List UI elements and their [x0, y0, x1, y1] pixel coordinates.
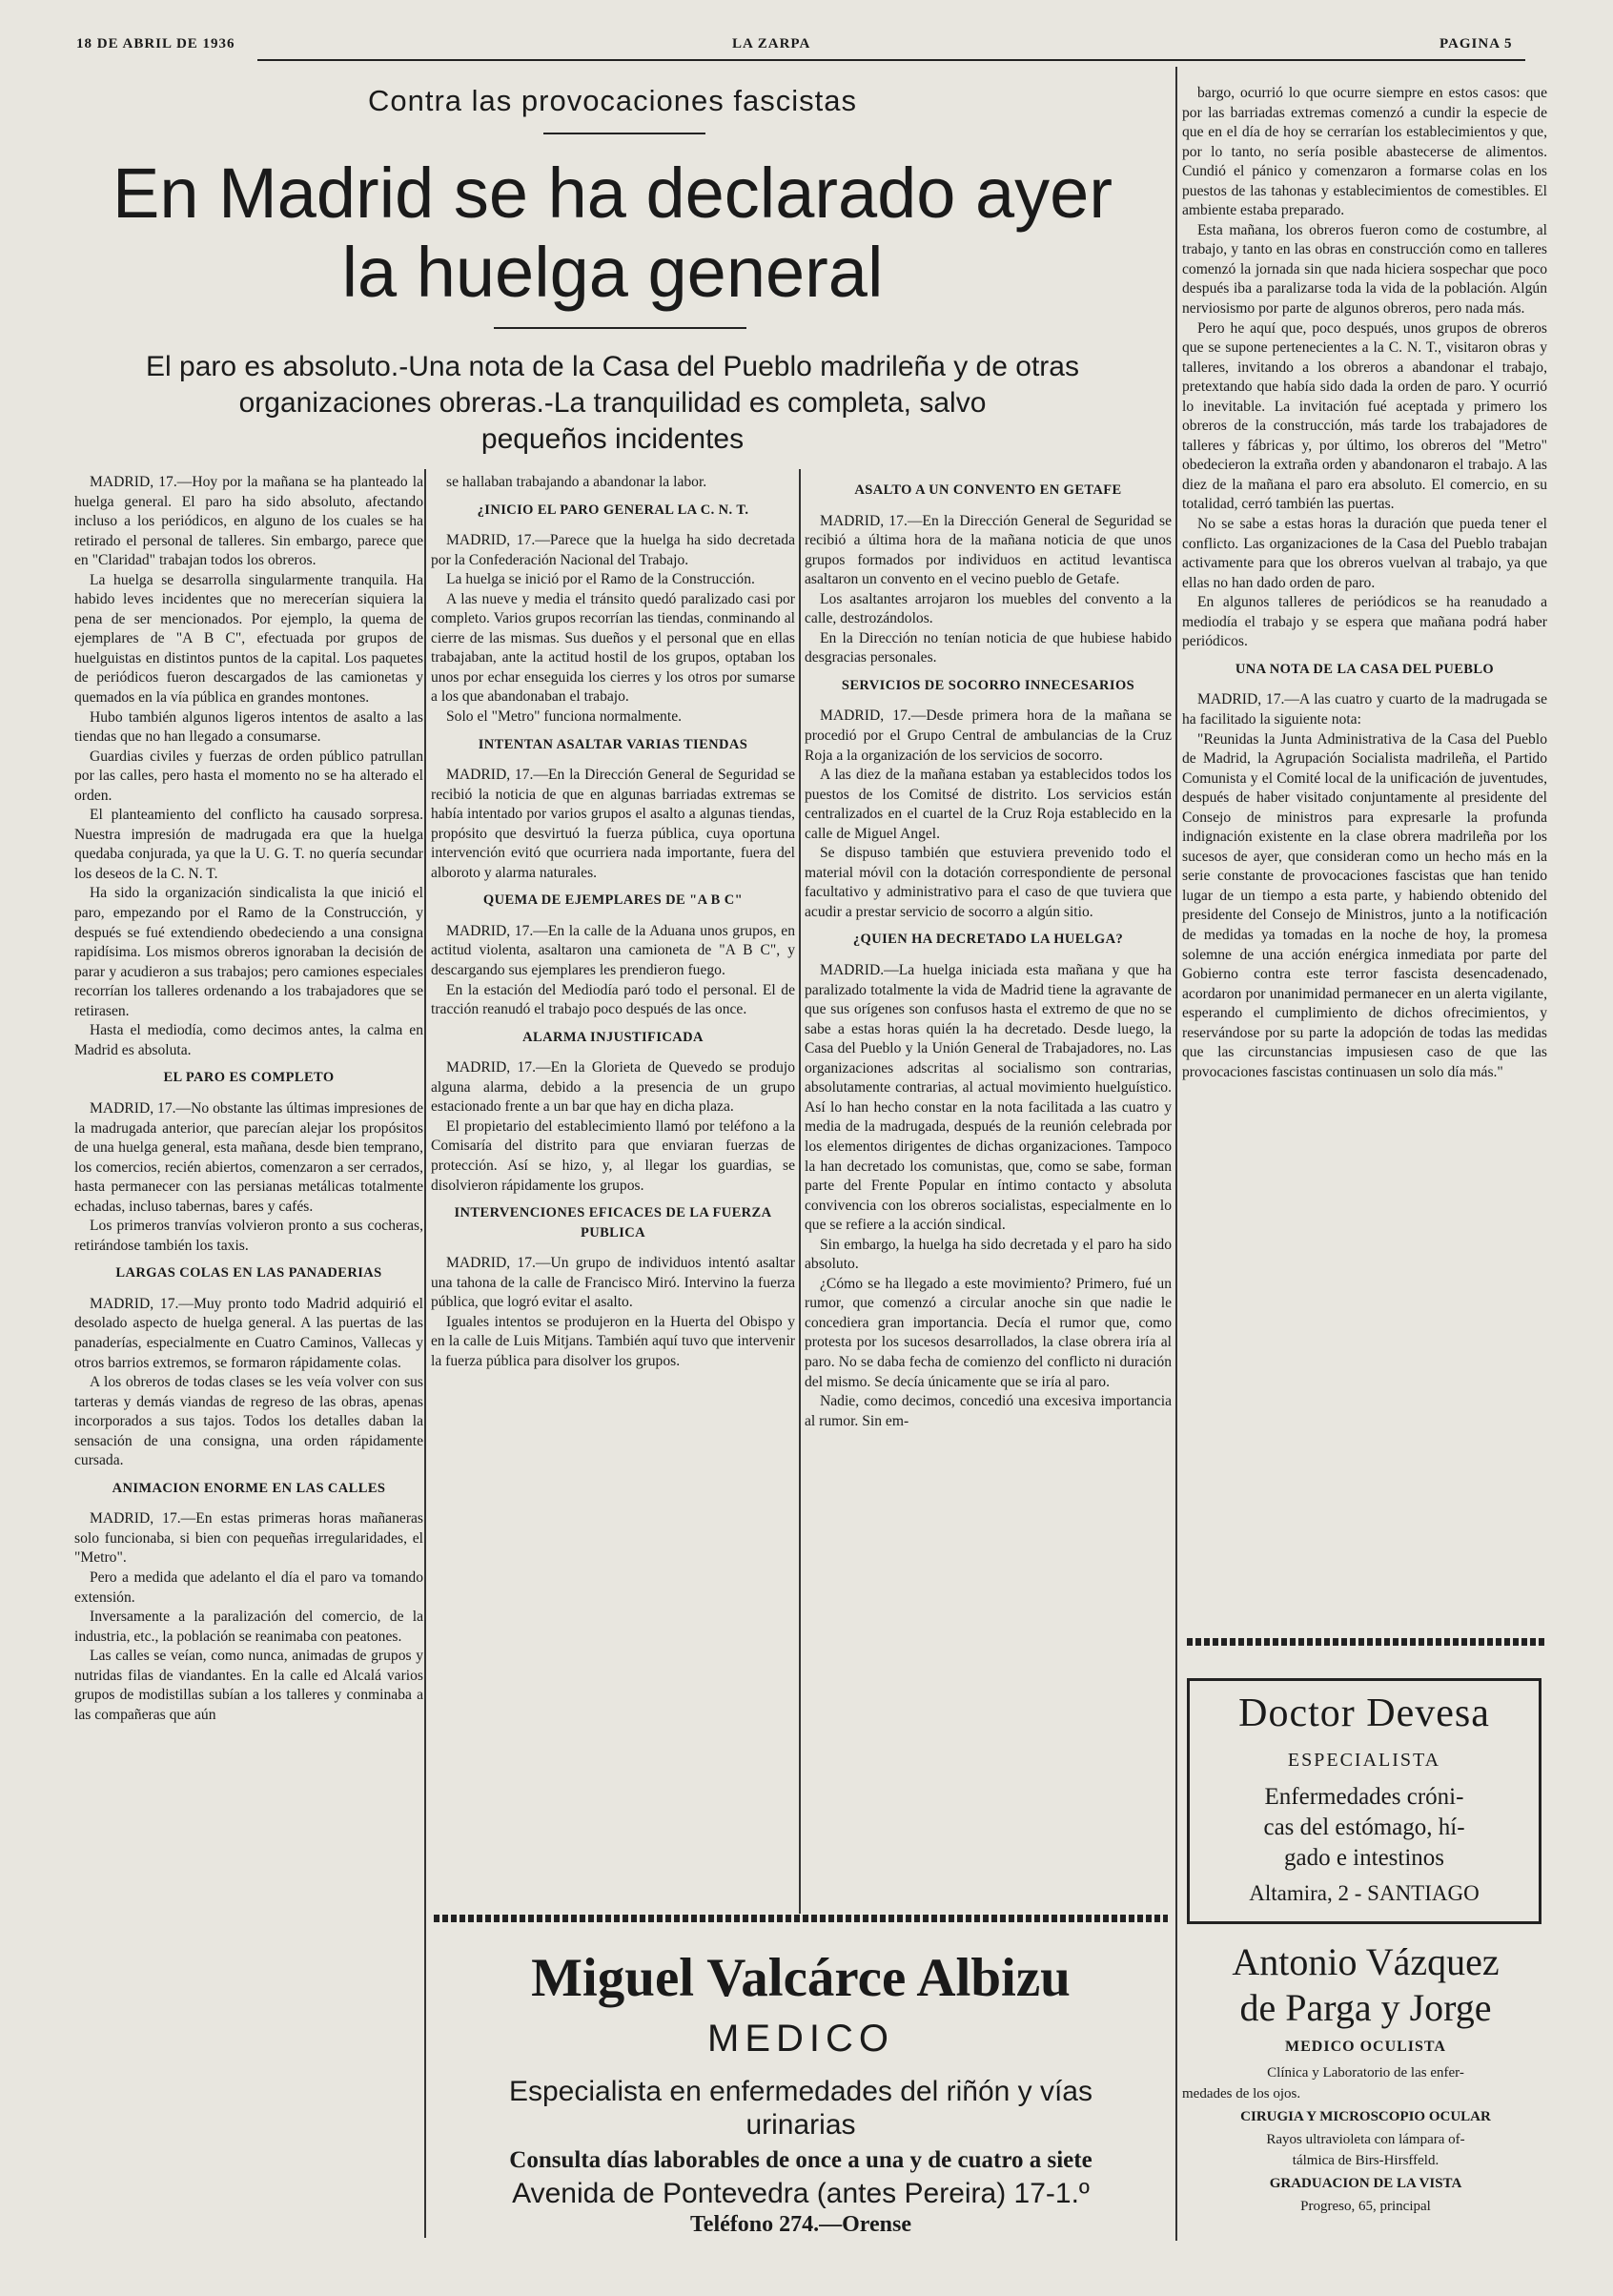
column-3	[805, 473, 1172, 1897]
ad-valcarce-name: Miguel Valcárce Albizu	[531, 1948, 1071, 2008]
article-paragraph: Los asaltantes arrojaron los muebles del convento a la calle, destrozándolos.	[805, 590, 1172, 627]
ad-devesa-name: Doctor Devesa	[1238, 1691, 1490, 1735]
article-paragraph: El propietario del establecimiento llamó por teléfono a la Comisaría del distrito para que enviaran fuerzas de protección. Así se hizo, y, al llegar los guardias, se disolvieron rápidamente los grupos.	[431, 1117, 795, 1194]
article-paragraph: Se dispuso también que estuviera prevenido todo el material móvil con la dotación correspondiente de personal facultativo y administrativo para el caso de que tuviera que acudir a prestar servicio de socorro a algún sitio.	[805, 845, 1172, 920]
article-paragraph: bargo, ocurrió lo que ocurre siempre en estos casos: que por las barriadas extremas comenzó a cundir la especie de que en el día de hoy se cerrarían los establecimientos y que, por lo tanto, no sería posible abastecerse de alimentos. Cundió el pánico y comenzaron a formarse colas en los puestos de las tahonas y establecimientos de comestibles. El ambiente estaba preparado.	[1182, 85, 1547, 219]
ad-vazquez-line7: Progreso, 65, principal	[1300, 2199, 1431, 2214]
article-paragraph: MADRID, 17.—En la Glorieta de Quevedo se produjo alguna alarma, debido a la presencia de un grupo estacionado frente a un bar que hay en dicha plaza.	[431, 1059, 795, 1116]
subhead-line3: pequeños incidentes	[480, 423, 745, 455]
header-page: PAGINA 5	[1439, 36, 1513, 51]
article-paragraph: se hallaban trabajando a abandonar la labor.	[446, 474, 707, 490]
article-paragraph: MADRID, 17.—En estas primeras horas mañaneras solo funcionaba, si bien con pequeñas irregularidades, el "Metro".	[74, 1510, 423, 1567]
ad-devesa-line1: Enfermedades cróni-	[1264, 1784, 1464, 1810]
article-paragraph: Las calles se veían, como nunca, animadas de grupos y nutridas filas de viandantes. En la calle ed Alcalá varios grupos de modistillas subían a los talleres y conminaba a las compañeras que aún	[74, 1648, 423, 1723]
column-rule-3	[1175, 67, 1177, 2241]
article-paragraph: Iguales intentos se produjeron en la Huerta del Obispo y en la calle de Luis Mitjans. También aquí tuvo que intervenir la fuerza pública para disolver los grupos.	[431, 1313, 795, 1369]
article-paragraph: MADRID, 17.—En la Dirección General de Seguridad se recibió la noticia de que en algunas barriadas extremas se había intentado por varios grupos el asalto a algunas tiendas, propósito que desvirtuó la fuerza pública, cuya oportuna intervención evitó que ocurriera nada importante, fuera del alboroto y alarma naturales.	[431, 767, 795, 881]
section-heading: LARGAS COLAS EN LAS PANADERIAS	[115, 1265, 382, 1281]
article-paragraph: MADRID, 17.—En la Dirección General de Seguridad se recibió a última hora de la mañana noticia de que unos grupos formados por individuos en actitud levantisca asaltaron un convento en el vecino pueblo de Getafe.	[805, 512, 1172, 588]
article-paragraph: La huelga se inició por el Ramo de la Construcción.	[446, 571, 755, 588]
article-paragraph: MADRID, 17.—A las cuatro y cuarto de la madrugada se ha facilitado la siguiente nota:	[1182, 691, 1547, 728]
ad-devesa-title: ESPECIALISTA	[1287, 1750, 1441, 1771]
ad-vazquez-line5: tálmica de Birs-Hirsffeld.	[1292, 2153, 1439, 2168]
ad-devesa-line4: Altamira, 2 - SANTIAGO	[1249, 1881, 1480, 1905]
article-paragraph: Pero a medida que adelanto el día el paro va tomando extensión.	[74, 1568, 423, 1606]
header-date: 18 DE ABRIL DE 1936	[76, 36, 235, 51]
ad-valcarce	[429, 1928, 1173, 2238]
column-rule-1	[424, 469, 426, 2238]
article-paragraph: MADRID, 17.—En la calle de la Aduana unos grupos, en actitud violenta, asaltaron una camioneta de "A B C", y descargando sus ejemplares les prendieron fuego.	[431, 922, 795, 979]
column-2	[431, 473, 795, 1897]
article-paragraph: ¿Cómo se ha llegado a este movimiento? Primero, fué un rumor, que comenzó a circular anoche sin que nadie le concediera gran importancia. Decía el rumor que, como protesta por los sucesos desarrollados, la clase obrera iría al paro. No se daba fecha de comienzo del conflicto ni duración del mismo. Se decía únicamente que se iría al paro.	[805, 1275, 1172, 1390]
section-heading: SERVICIOS DE SOCORRO INNECESARIOS	[841, 677, 1135, 693]
article-paragraph: Pero he aquí que, poco después, unos grupos de obreros que se supone pertenecientes a la C. N. T., visitaron obras y talleres, invitando a los obreros a abandonar el trabajo, pretextando que había sido dada la orden de paro. Y ocurrió lo inevitable. La invitación fué aceptada y primero los obreros de la construcción, más tarde los trabajadores de talleres y fábricas y, por último, los obreros del "Metro" obedecieron la extraña orden y abandonaron el trabajo. A las diez de la mañana el paro era absoluto. El comercio, en su totalidad, cerró también las puertas.	[1182, 319, 1547, 513]
article-paragraph: A los obreros de todas clases se les veía volver con sus tarteras y demás viandas de regreso de las obras, apenas incorporados a sus tajos. Todos los detalles daban la sensación de una consigna, una orden rápidamente cursada.	[74, 1374, 423, 1469]
ad-valcarce-title: MEDICO	[707, 2018, 894, 2060]
article-paragraph: Los primeros tranvías volvieron pronto a sus cocheras, retirándose también los taxis.	[74, 1218, 423, 1254]
article-paragraph: A las nueve y media el tránsito quedó paralizado casi por completo. Varios grupos recorrían las tiendas, conminando al cierre de las mismas. Sus dueños y el personal que en ellas trabajaban, ante la actitud hostil de los grupos, optaban los unos por echar enseguida los cierres y los otros por sumarse a los que abandonaban el trabajo.	[431, 590, 795, 706]
ad-divider-bottom-left	[434, 1915, 1168, 1922]
header-rule	[257, 59, 1525, 61]
ad-divider-right	[1187, 1638, 1544, 1646]
ad-vazquez-name1: Antonio Vázquez	[1232, 1940, 1500, 1983]
section-heading: ALARMA INJUSTIFICADA	[522, 1029, 704, 1045]
ad-vazquez-line3: CIRUGIA Y MICROSCOPIO OCULAR	[1240, 2109, 1491, 2124]
ad-valcarce-line2: urinarias	[745, 2109, 856, 2141]
ad-vazquez-name2: de Parga y Jorge	[1239, 1986, 1492, 2029]
kicker: Contra las provocaciones fascistas	[367, 84, 857, 117]
article-paragraph: MADRID, 17.—Desde primera hora de la mañana se procedió por el Grupo Central de ambulancias de la Cruz Roja a la organización de los servicios de socorro.	[805, 707, 1172, 764]
article-paragraph: En algunos talleres de periódicos se ha reanudado a mediodía el trabajo y se espera que mañana podrá haber periódicos.	[1182, 594, 1547, 650]
article-paragraph: MADRID, 17.—Parece que la huelga ha sido decretada por la Confederación Nacional del Trabajo.	[431, 532, 795, 568]
section-heading: QUEMA DE EJEMPLARES DE "A B C"	[482, 892, 744, 909]
article-paragraph: "Reunidas la Junta Administrativa de la Casa del Pueblo de Madrid, la Agrupación Socialista madrileña, el Partido Comunista y el Comité local de la unificación de juventudes, después de haber visitado conjuntamente al presidente del Consejo de ministros para expresarle la profunda indignación existente en la clase obrera madrileña por los sucesos de ayer, que consideran como un hecho más en la serie constante de provocaciones fascistas que han tenido lugar de un tiempo a esta parte, y habiendo obtenido del presidente del Consejo de Ministros, junto a la notificación de medidas ya tomadas en la noche de hoy, la promesa solemne de una acción enérgica inmediata por parte del Gobierno contra este terror fascista desencadenado, acordaron por unanimidad permanecer en un alerta vigilante, esperando el cumplimiento de dichos ofrecimientos, y reservándose por su parte la adopción de todas las medidas que las circunstancias impusiesen caso de que las provocaciones fascistas continuasen un solo día más."	[1182, 730, 1547, 1080]
section-heading: INTERVENCIONES EFICACES DE LA FUERZA PUBLICA	[454, 1205, 772, 1240]
ad-vazquez-line4: Rayos ultravioleta con lámpara of-	[1266, 2132, 1465, 2147]
ad-valcarce-line1: Especialista en enfermedades del riñón y vías	[508, 2076, 1092, 2107]
section-heading: ASALTO A UN CONVENTO EN GETAFE	[854, 482, 1122, 498]
ad-valcarce-line5: Teléfono 274.—Orense	[690, 2212, 911, 2237]
headline-line1: En Madrid se ha declarado ayer	[112, 154, 1113, 233]
section-heading: ANIMACION ENORME EN LAS CALLES	[112, 1480, 386, 1496]
article-paragraph: Hubo también algunos ligeros intentos de asalto a las tiendas que no han llegado a consumarse.	[74, 708, 423, 746]
subhead-line1: El paro es absoluto.-Una nota de la Casa del Pueblo madrileña y de otras	[146, 351, 1079, 382]
headline-rule	[494, 327, 746, 329]
article-paragraph: Hasta el mediodía, como decimos antes, la calma en Madrid es absoluta.	[74, 1022, 423, 1058]
ad-valcarce-line3: Consulta días laborables de once a una y de cuatro a siete	[509, 2147, 1092, 2173]
subhead-line2: organizaciones obreras.-La tranquilidad es completa, salvo	[238, 387, 987, 419]
article-paragraph: La huelga se desarrolla singularmente tranquila. Ha habido leves incidentes que no merecerían siquiera la pena de ser mencionados. Por ejemplo, la quema de ejemplares de "A B C", efectuada por grupos de huelguistas en distintos puntos de la capital. Los paquetes de periódicos fueron descargados de las camionetas y quemados en la vía pública en grandes montones.	[74, 571, 423, 707]
article-paragraph: Guardias civiles y fuerzas de orden público patrullan por las calles, pero hasta el momento no se ha alterado el orden.	[74, 748, 423, 804]
section-heading: ¿QUIEN HA DECRETADO LA HUELGA?	[852, 932, 1124, 948]
ad-devesa-line2: cas del estómago, hí-	[1263, 1814, 1465, 1840]
ad-vazquez-line2: medades de los ojos.	[1182, 2086, 1301, 2101]
article-paragraph: A las diez de la mañana estaban ya establecidos todos los puestos de los Comitsé de distrito. Los servicios están centralizados en el cuartel de la Cruz Roja establecido en la calle de Miguel Angel.	[805, 767, 1172, 842]
ad-vazquez	[1182, 1936, 1549, 2241]
article-paragraph: En la estación del Mediodía paró todo el personal. El de tracción reanudó el trabajo poco después de las once.	[431, 981, 795, 1018]
article-paragraph: Inversamente a la paralización del comercio, de la industria, etc., la población se reanimaba con peatones.	[74, 1609, 423, 1645]
kicker-rule	[543, 133, 705, 134]
section-heading: ¿INICIO EL PARO GENERAL LA C. N. T.	[477, 502, 749, 518]
headline-line2: la huelga general	[341, 233, 884, 312]
article-paragraph: En la Dirección no tenían noticia de que hubiese habido desgracias personales.	[805, 629, 1172, 666]
article-paragraph: MADRID.—La huelga iniciada esta mañana y que ha paralizado totalmente la vida de Madrid tiene la agravante de que sus orígenes son confusos hasta el extremo de que no se sabe a estas horas quién la ha decretado. Desde luego, la Casa del Pueblo y la Unión General de Trabajadores, no. Las organizaciones adscritas al socialismo son contrarias, absolutamente contrarias, al actual movimiento huelguístico. Así lo han hecho constar en la nota facilitada a las cuatro y media de la madrugada, después de la reunión celebrada por los elementos dirigentes de dichas organizaciones. Tampoco la han decretado los comunistas, que, como se sabe, forman parte del Frente Popular en íntimo contacto y absoluta convivencia con los obreros socialistas, especialmente en lo que se refiere a la acción sindical.	[805, 962, 1172, 1234]
ad-vazquez-line6: GRADUACION DE LA VISTA	[1269, 2176, 1462, 2191]
ad-vazquez-title: MEDICO OCULISTA	[1285, 2039, 1446, 2055]
ad-valcarce-line4: Avenida de Pontevedra (antes Pereira) 17-1.º	[512, 2178, 1090, 2209]
article-paragraph: Esta mañana, los obreros fueron como de costumbre, al trabajo, y tanto en las obras en construcción como en talleres comenzó la jornada sin que nada hiciera sospechar que poco después iba a paralizarse toda la vida de la población. Algún nerviosismo por parte de algunos obreros, pero nada más.	[1182, 221, 1547, 318]
article-paragraph: MADRID, 17.—Hoy por la mañana se ha planteado la huelga general. El paro ha sido absoluto, afectando incluso a los periódicos, en alguno de los cuales se ha retirado el personal de talleres. Sin embargo, parece que en "Claridad" trabajan todos los obreros.	[74, 474, 423, 569]
ad-devesa-line3: gado e intestinos	[1283, 1845, 1445, 1871]
article-paragraph: No se sabe a estas horas la duración que pueda tener el conflicto. Las organizaciones de la Casa del Pueblo trabajan activamente para que los obreros vuelvan al trabajo, ya que ellas no han dado orden de paro.	[1182, 516, 1547, 591]
article-paragraph: Nadie, como decimos, concedió una excesiva importancia al rumor. Sin em-	[805, 1393, 1172, 1429]
column-4	[1182, 84, 1547, 1623]
column-rule-2	[799, 469, 801, 1914]
header-paper: LA ZARPA	[732, 36, 811, 51]
column-1	[74, 473, 423, 2242]
ad-vazquez-line1: Clínica y Laboratorio de las enfer-	[1267, 2065, 1464, 2081]
article-paragraph: Ha sido la organización sindicalista la que inició el paro, empezando por el Ramo de la Construcción, y después se fué extendiendo obedeciendo a una consigna rapidísima. Los mismos obreros ignoraban la decisión de parar y acudieron a sus trabajos; pero camiones especiales recorrían los talleres ordenando a los trabajadores que se retirasen.	[74, 885, 423, 1019]
article-paragraph: MADRID, 17.—Un grupo de individuos intentó asaltar una tahona de la calle de Francisco Miró. Intervino la fuerza pública, que logró evitar el asalto.	[431, 1255, 795, 1311]
section-heading: EL PARO ES COMPLETO	[163, 1070, 335, 1086]
section-heading: UNA NOTA DE LA CASA DEL PUEBLO	[1235, 661, 1495, 677]
article-paragraph: MADRID, 17.—Muy pronto todo Madrid adquirió el desolado aspecto de huelga general. A las puertas de las panaderías, especialmente en Cuatro Caminos, Vallecas y otros barrios extremos, se formaron rápidamente colas.	[74, 1295, 423, 1371]
section-heading: INTENTAN ASALTAR VARIAS TIENDAS	[478, 736, 748, 752]
article-paragraph: Solo el "Metro" funciona normalmente.	[446, 708, 683, 726]
ad-devesa	[1187, 1678, 1542, 1924]
article-paragraph: Sin embargo, la huelga ha sido decretada y el paro ha sido absoluto.	[805, 1236, 1172, 1273]
article-paragraph: MADRID, 17.—No obstante las últimas impresiones de la madrugada anterior, que parecían alejar los propósitos de una huelga general, esta mañana, desde bien temprano, los comercios, recién abiertos, comenzaron a ser cerrados, hasta permanecer con las persianas metálicas totalmente echadas, incluso tabernas, bares y cafés.	[74, 1099, 423, 1215]
article-paragraph: El planteamiento del conflicto ha causado sorpresa. Nuestra impresión de madrugada era que la huelga quedaba conjurada, ya que la U. G. T. no quería secundar los deseos de la C. N. T.	[74, 807, 423, 882]
